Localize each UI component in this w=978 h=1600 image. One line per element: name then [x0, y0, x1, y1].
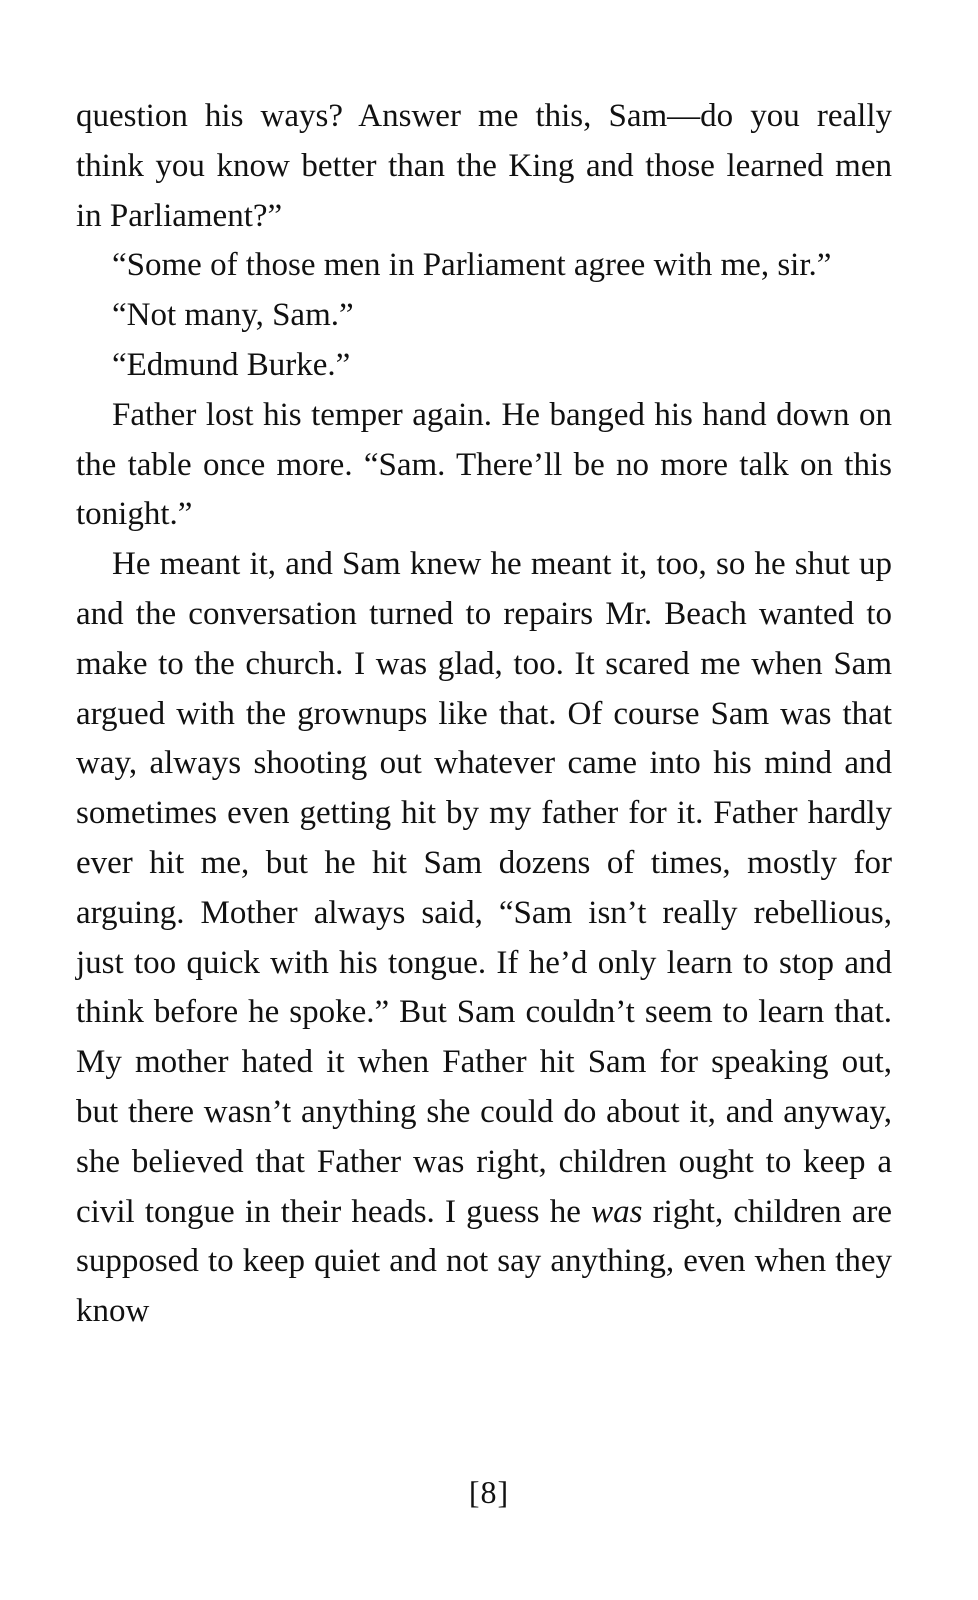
paragraph-father-lost-temper: Father lost his temper again. He banged his hand down on the table once more. “Sam. There’ll be no more talk on this tonight.”	[76, 396, 892, 533]
paragraph-he-meant-it	[76, 540, 892, 1337]
book-page-body	[76, 92, 892, 1337]
page-number: [8]	[468, 1474, 510, 1510]
emphasized-word: was	[591, 1193, 643, 1230]
paragraph-dialogue-edmund-burke: “Edmund Burke.”	[112, 346, 351, 383]
paragraph-text-after-emphasis: right, children are supposed to keep quiet and not say anything, even when they know	[76, 1193, 892, 1330]
paragraph-dialogue-not-many: “Not many, Sam.”	[112, 297, 354, 334]
paragraph-dialogue-some-of-those-men: “Some of those men in Parliament agree with me, sir.”	[112, 247, 832, 284]
paragraph-continuation: question his ways? Answer me this, Sam—do you really think you know better than the King and those learned men in Parliament?”	[76, 98, 892, 234]
paragraph-text-before-emphasis: He meant it, and Sam knew he meant it, too, so he shut up and the conversation turned to repairs Mr. Beach wanted to make to the church. I was glad, too. It scared me when Sam argued with the grownups like that. Of course Sam was that way, always shooting out whatever came into his mind and sometimes even getting hit by my father for it. Father hardly ever hit me, but he hit Sam dozens of times, mostly for arguing. Mother always said, “Sam isn’t really rebellious, just too quick with his tongue. If he’d only learn to stop and think before he spoke.” But Sam couldn’t seem to learn that. My mother hated it when Father hit Sam for speaking out, but there wasn’t anything she could do about it, and anyway, she believed that Father was right, children ought to keep a civil tongue in their heads. I guess he	[76, 546, 892, 1230]
